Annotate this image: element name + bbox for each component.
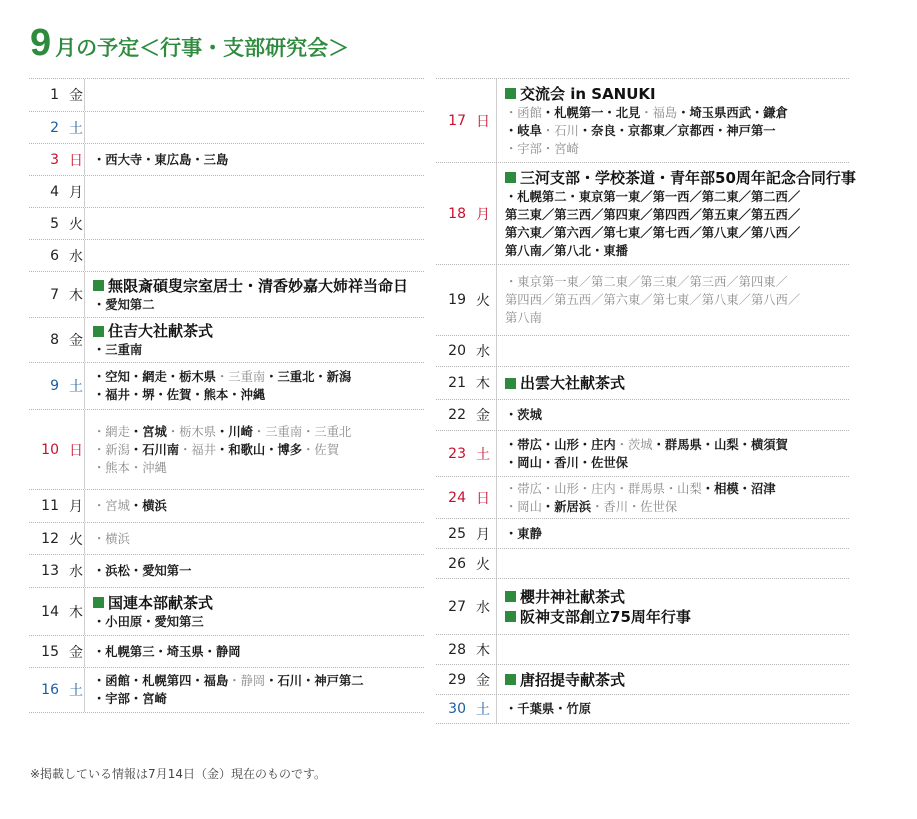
day-content: [85, 523, 424, 554]
footer-note: ※掲載している情報は7月14日（金）現在のものです。: [30, 767, 327, 781]
weekday-label: 日: [476, 490, 490, 507]
branch-list-line: [93, 386, 424, 404]
date-cell: [29, 668, 85, 712]
day-row: [29, 111, 424, 143]
branch-list-line: [505, 242, 849, 260]
branch-names-bold: ・宮城: [129, 424, 167, 439]
day-number: 28: [448, 641, 466, 658]
date-cell: [436, 635, 497, 664]
branch-names-bold: ・横浜: [129, 499, 167, 513]
green-square-icon: [505, 88, 516, 99]
day-row: [436, 548, 849, 578]
day-content: [85, 668, 424, 712]
branch-list-line: [93, 613, 424, 631]
event-title: [93, 321, 424, 341]
event-title: [505, 168, 856, 188]
date-cell: [436, 163, 497, 264]
weekday-label: 月: [476, 206, 490, 223]
weekday-label: 木: [476, 642, 490, 659]
branch-list-line: [93, 151, 424, 169]
weekday-label: 月: [476, 526, 490, 543]
weekday-label: 土: [69, 683, 83, 699]
day-content: [497, 265, 849, 335]
day-row: [29, 522, 424, 554]
weekday-label: 金: [69, 644, 83, 661]
day-row: [436, 162, 856, 264]
day-content: [497, 336, 849, 366]
date-cell: [29, 79, 85, 111]
day-number: 9: [50, 378, 59, 394]
weekday-label: 木: [69, 287, 83, 304]
branch-names-bold: ・函館・札幌第四・福島: [93, 674, 229, 688]
day-number: 1: [50, 87, 59, 103]
event-title: [505, 670, 849, 690]
day-number: 2: [50, 119, 59, 136]
branch-list-line: [505, 206, 849, 224]
day-content: [85, 318, 424, 362]
branch-names-light: ・網走: [93, 424, 130, 439]
day-number: 27: [448, 598, 466, 615]
day-number: 5: [50, 215, 59, 232]
day-row: [436, 335, 849, 366]
title-text: 月の予定＜行事・支部研究会＞: [55, 36, 350, 60]
event-title-text: 無限斎碩叟宗室居士・清香妙嘉大姉祥当命日: [108, 276, 409, 295]
branch-names-bold: ・三重北・新潟: [265, 370, 352, 384]
month-number: 9: [30, 22, 52, 64]
branch-names-light: ・福島: [640, 105, 678, 120]
day-content: [85, 410, 424, 489]
date-cell: [436, 549, 497, 578]
day-number: 8: [50, 332, 59, 348]
branch-names-bold: ・相模・沼津: [701, 481, 776, 496]
event-title: [93, 593, 424, 613]
day-content: [85, 272, 424, 317]
branch-names-bold: ・福井・堺・佐賀・熊本・沖縄: [93, 388, 266, 402]
date-cell: [29, 176, 85, 207]
branch-names-bold: ・川崎: [216, 424, 253, 439]
branch-names-bold: ・石川南: [129, 442, 180, 457]
day-number: 17: [448, 112, 466, 129]
branch-list-line: [93, 643, 424, 661]
day-content: [497, 579, 849, 634]
branch-list-line: [505, 406, 849, 424]
branch-names-bold: ・札幌第二・東京第一東／第一西／第二東／第二西／: [505, 189, 801, 204]
day-row: [29, 207, 424, 239]
day-row: [29, 489, 424, 522]
branch-names-bold: ・三重南: [93, 343, 143, 357]
branch-list-line: [93, 441, 424, 459]
day-content: [85, 636, 424, 667]
weekday-label: 水: [69, 248, 83, 265]
day-number: 6: [50, 247, 59, 264]
branch-names-light: 第四西／第五西／第六東／第七東／第八東／第八西／: [505, 293, 801, 307]
day-content: [497, 400, 849, 430]
day-content: [497, 477, 849, 518]
branch-names-light: ・東京第一東／第二東／第三東／第三西／第四東／: [505, 275, 788, 289]
branch-names-bold: ・帯広・山形・庄内: [505, 437, 616, 452]
branch-names-light: ・帯広・山形・庄内・群馬県・山梨: [505, 481, 702, 496]
day-number: 29: [448, 671, 466, 688]
weekday-label: 月: [69, 184, 83, 201]
day-row: [29, 667, 424, 713]
date-cell: [29, 410, 85, 489]
day-content: [497, 695, 849, 723]
date-cell: [29, 240, 85, 271]
branch-list-line: [505, 436, 849, 454]
branch-list-line: [93, 530, 424, 548]
event-title: [505, 607, 849, 627]
calendar-right-column: [436, 78, 856, 724]
branch-names-bold: ・岐阜: [505, 123, 542, 138]
green-square-icon: [93, 326, 104, 337]
day-number: 26: [448, 555, 466, 572]
day-row: [29, 317, 424, 362]
event-title-text: 櫻井神社献茶式: [520, 587, 626, 606]
event-title-text: 阪神支部創立75周年行事: [520, 607, 691, 626]
branch-list-line: [505, 498, 849, 516]
weekday-label: 火: [69, 216, 83, 233]
branch-list-line: [93, 368, 424, 386]
date-cell: [29, 318, 85, 362]
branch-names-light: ・横浜: [93, 531, 130, 546]
branch-list-line: [505, 525, 849, 543]
branch-names-light: ・三重南: [215, 370, 266, 384]
branch-names-bold: ・宇部・宮崎: [93, 692, 167, 706]
green-square-icon: [505, 591, 516, 602]
branch-names-bold: ・札幌第三・埼玉県・静岡: [93, 644, 241, 659]
day-number: 22: [448, 407, 466, 423]
day-row: [29, 239, 424, 271]
day-content: [85, 79, 424, 111]
day-content: [497, 635, 849, 664]
branch-names-light: ・香川・佐世保: [591, 499, 678, 514]
day-number: 12: [41, 530, 59, 547]
branch-names-light: ・栃木県: [166, 424, 217, 439]
day-number: 3: [50, 151, 59, 168]
day-number: 20: [448, 343, 466, 359]
day-row: [436, 264, 849, 335]
weekday-label: 火: [69, 531, 83, 548]
day-content: [497, 163, 856, 264]
date-cell: [29, 112, 85, 143]
branch-names-bold: ・新居浜: [541, 499, 592, 514]
branch-names-bold: 第八南／第八北・東播: [505, 243, 628, 258]
branch-list-line: [93, 341, 424, 359]
green-square-icon: [505, 611, 516, 622]
event-title-text: 三河支部・学校茶道・青年部50周年記念合同行事: [520, 168, 856, 187]
day-number: 24: [448, 489, 466, 506]
day-row: [436, 664, 849, 694]
weekday-label: 土: [69, 120, 83, 137]
branch-list-line: [505, 122, 849, 140]
branch-list-line: [505, 454, 849, 472]
weekday-label: 金: [476, 408, 490, 424]
branch-list-line: [93, 690, 424, 708]
date-cell: [29, 523, 85, 554]
day-row: [29, 271, 424, 317]
green-square-icon: [93, 280, 104, 291]
day-row: [29, 362, 424, 409]
date-cell: [29, 555, 85, 587]
event-title: [505, 373, 849, 393]
branch-list-line: [93, 497, 424, 515]
date-cell: [436, 336, 497, 366]
green-square-icon: [505, 172, 516, 183]
branch-names-bold: ・埼玉県西武・鎌倉: [677, 105, 788, 120]
weekday-label: 水: [69, 564, 83, 580]
day-number: 19: [448, 292, 466, 308]
branch-names-light: ・石川: [541, 123, 579, 138]
date-cell: [29, 588, 85, 635]
day-row: [29, 78, 424, 111]
date-cell: [29, 144, 85, 175]
branch-names-light: ・三重南・三重北: [252, 424, 352, 439]
day-row: [436, 78, 849, 162]
day-number: 10: [41, 441, 59, 458]
date-cell: [436, 431, 497, 476]
weekday-label: 土: [69, 379, 83, 395]
weekday-label: 木: [69, 604, 83, 621]
branch-names-bold: 第六東／第六西／第七東／第七西／第八東／第八西／: [505, 225, 801, 240]
event-title-text: 国連本部献茶式: [108, 593, 214, 612]
day-row: [29, 409, 424, 489]
branch-names-bold: ・茨城: [505, 408, 542, 422]
branch-names-light: ・茨城: [615, 437, 653, 452]
branch-list-line: [93, 423, 424, 441]
weekday-label: 金: [69, 333, 83, 349]
branch-names-light: 第八南: [505, 311, 542, 325]
day-number: 14: [41, 603, 59, 620]
day-content: [497, 79, 849, 162]
date-cell: [436, 79, 497, 162]
branch-names-bold: ・岡山・香川・佐世保: [505, 455, 628, 470]
branch-names-bold: ・西大寺・東広島・三島: [93, 152, 229, 167]
day-number: 25: [448, 525, 466, 542]
date-cell: [436, 477, 497, 518]
day-row: [29, 175, 424, 207]
weekday-label: 水: [476, 344, 490, 360]
day-row: [436, 430, 849, 476]
day-row: [436, 476, 849, 518]
day-row: [436, 518, 849, 548]
day-row: [29, 587, 424, 635]
event-title: [93, 276, 424, 296]
day-content: [85, 490, 424, 522]
day-row: [29, 554, 424, 587]
date-cell: [29, 272, 85, 317]
day-content: [497, 431, 849, 476]
branch-list-line: [505, 480, 849, 498]
day-content: [85, 363, 424, 409]
branch-names-bold: 第三東／第三西／第四東／第四西／第五東／第五西／: [505, 207, 801, 222]
event-title-text: 出雲大社献茶式: [520, 374, 626, 392]
day-number: 18: [448, 205, 466, 222]
date-cell: [29, 636, 85, 667]
date-cell: [436, 519, 497, 548]
event-title: [505, 84, 849, 104]
branch-names-bold: ・和歌山・博多: [216, 442, 303, 457]
date-cell: [436, 665, 497, 694]
branch-names-light: ・宇部・宮崎: [505, 141, 579, 156]
event-title-text: 住吉大社献茶式: [108, 322, 214, 340]
branch-names-bold: ・空知・網走・栃木県: [93, 370, 216, 384]
branch-names-bold: ・石川・神戸第二: [265, 674, 364, 688]
weekday-label: 月: [69, 499, 83, 515]
date-cell: [29, 208, 85, 239]
branch-list-line: [505, 273, 849, 291]
date-cell: [436, 400, 497, 430]
branch-names-light: ・宮城: [93, 499, 130, 513]
day-row: [436, 366, 849, 399]
branch-names-bold: ・群馬県・山梨・横須賀: [652, 437, 788, 452]
branch-list-line: [93, 459, 424, 477]
branch-names-bold: ・小田原・愛知第三: [93, 614, 204, 629]
branch-names-light: ・岡山: [505, 499, 542, 514]
branch-names-light: ・佐賀: [302, 442, 340, 457]
branch-names-light: ・熊本・沖縄: [93, 460, 167, 475]
branch-names-light: ・函館: [505, 105, 542, 120]
green-square-icon: [93, 597, 104, 608]
day-content: [497, 549, 849, 578]
green-square-icon: [505, 378, 516, 389]
calendar-left-column: [29, 78, 424, 713]
day-number: 15: [41, 643, 59, 660]
branch-names-light: ・新潟: [93, 442, 130, 457]
branch-names-light: ・福井: [179, 442, 217, 457]
branch-list-line: [93, 562, 424, 580]
weekday-label: 金: [69, 88, 83, 104]
date-cell: [436, 265, 497, 335]
weekday-label: 日: [69, 152, 83, 169]
branch-list-line: [505, 700, 849, 718]
weekday-label: 土: [476, 702, 490, 718]
weekday-label: 火: [476, 556, 490, 573]
branch-names-bold: ・浜松・愛知第一: [93, 564, 192, 578]
day-content: [85, 240, 424, 271]
branch-names-light: ・静岡: [228, 674, 266, 688]
day-content: [85, 176, 424, 207]
green-square-icon: [505, 674, 516, 685]
day-content: [497, 367, 849, 399]
day-row: [436, 578, 849, 634]
branch-list-line: [505, 140, 849, 158]
day-number: 16: [41, 682, 59, 698]
day-number: 13: [41, 563, 59, 579]
day-row: [29, 635, 424, 667]
day-content: [85, 588, 424, 635]
day-content: [85, 555, 424, 587]
branch-names-bold: ・千葉県・竹原: [505, 702, 592, 716]
day-number: 4: [50, 183, 59, 200]
day-number: 23: [448, 445, 466, 462]
weekday-label: 水: [476, 599, 490, 616]
day-number: 11: [41, 498, 59, 514]
branch-list-line: [505, 188, 849, 206]
weekday-label: 木: [476, 376, 490, 392]
branch-list-line: [505, 104, 849, 122]
branch-names-bold: ・札幌第一・北見: [541, 105, 641, 120]
day-number: 30: [448, 701, 466, 717]
date-cell: [436, 367, 497, 399]
weekday-label: 土: [476, 446, 490, 463]
branch-names-bold: ・奈良・京都東／京都西・神戸第一: [578, 123, 776, 138]
event-title-text: 唐招提寺献茶式: [520, 670, 626, 689]
day-row: [436, 694, 849, 724]
day-content: [85, 144, 424, 175]
page-title: [30, 24, 349, 62]
branch-list-line: [93, 672, 424, 690]
day-row: [436, 399, 849, 430]
day-content: [85, 208, 424, 239]
day-content: [497, 519, 849, 548]
date-cell: [29, 490, 85, 522]
day-content: [85, 112, 424, 143]
day-row: [29, 143, 424, 175]
branch-list-line: [93, 296, 424, 314]
day-number: 7: [50, 286, 59, 303]
date-cell: [436, 579, 497, 634]
weekday-label: 日: [476, 113, 490, 130]
event-title-text: 交流会 in SANUKI: [520, 84, 656, 103]
day-number: 21: [448, 375, 466, 391]
branch-names-bold: ・東静: [505, 526, 542, 541]
date-cell: [436, 695, 497, 723]
weekday-label: 火: [476, 293, 490, 309]
branch-names-bold: ・愛知第二: [93, 297, 155, 312]
branch-list-line: [505, 291, 849, 309]
day-content: [497, 665, 849, 694]
day-row: [436, 634, 849, 664]
event-title: [505, 587, 849, 607]
weekday-label: 金: [476, 672, 490, 689]
branch-list-line: [505, 224, 849, 242]
date-cell: [29, 363, 85, 409]
branch-list-line: [505, 309, 849, 327]
weekday-label: 日: [69, 442, 83, 459]
